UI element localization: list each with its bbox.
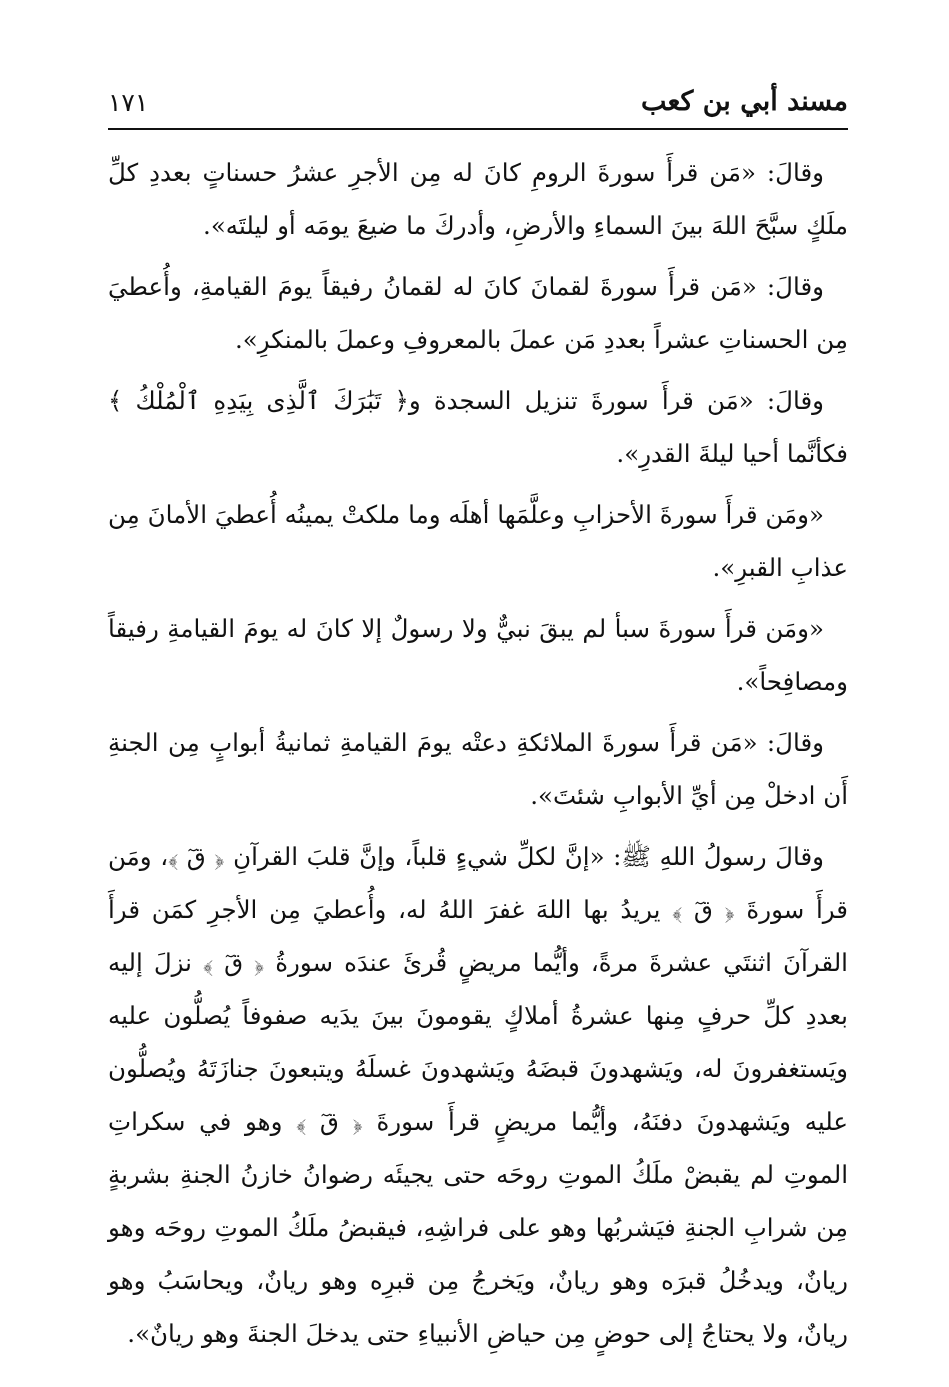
paragraph-text: وقالَ: «مَن قرأَ سورةَ الملائكةِ دعتْه يومَ القيامةِ ثمانيةُ أبوابٍ مِن الجنةِ أَن ادخلْ مِن أيِّ الأبوابِ شئتَ». <box>108 728 848 810</box>
body-text <box>108 146 848 1360</box>
paragraph-saba <box>108 602 848 708</box>
paragraph-sajda-mulk <box>108 374 848 480</box>
paragraph-luqman <box>108 260 848 366</box>
paragraph-text: وقالَ رسولُ اللهِ ﷺ: «إنَّ لكلِّ شيءٍ قلباً، وإنَّ قلبَ القرآنِ ﴿ قٓ ﴾، ومَن قرأَ سورةَ ﴿ قٓ ﴾ يريدُ بها اللهَ غفرَ اللهُ له، وأُعطيَ مِن الأجرِ كمَن قرأَ القرآنَ اثنتَي عشرةَ مرةً، وأيُّما مريضٍ قُرئَ عندَه سورةُ ﴿ قٓ ﴾ نزلَ إليه بعددِ كلِّ حرفٍ مِنها عشرةُ أملاكٍ يقومونَ بينَ يدَيه صفوفاً يُصلُّون عليه ويَستغفرونَ له، ويَشهدونَ قبضَهُ ويَشهدونَ غسلَهُ ويتبعونَ جنازَتَهُ ويُصلُّون عليه ويَشهدونَ دفنَهُ، وأيُّما مريضٍ قرأَ سورةَ ﴿ قٓ ﴾ وهو في سكراتِ الموتِ لم يقبضْ ملَكُ الموتِ روحَه حتى يجيئَه رضوانُ خازنُ الجنةِ بشربةٍ مِن شرابِ الجنةِ فيَشربُها وهو على فراشِهِ، فيقبضُ ملَكُ الموتِ روحَه وهو ريانٌ، ويدخُلُ قبرَه وهو ريانٌ، ويَخرجُ مِن قبرِه وهو ريانٌ، ويحاسَبُ وهو ريانٌ، ولا يحتاجُ إلى حوضٍ مِن حياضِ الأنبياءِ حتى يدخلَ الجنةَ وهو ريانٌ». <box>108 842 848 1348</box>
running-title: مسند أبي بن كعب <box>640 86 848 117</box>
paragraph-malaika <box>108 716 848 822</box>
page-number: ١٧١ <box>108 88 149 117</box>
paragraph-text: وقالَ: «مَن قرأَ سورةَ الرومِ كانَ له مِن الأجرِ عشرُ حسناتٍ بعددِ كلِّ ملَكٍ سبَّحَ اللهَ بينَ السماءِ والأرضِ، وأدركَ ما ضيعَ يومَه أو ليلتَه». <box>108 158 848 240</box>
paragraph-text: «ومَن قرأَ سورةَ الأحزابِ وعلَّمَها أهلَه وما ملكتْ يمينُه أُعطيَ الأمانَ مِن عذابِ القبرِ». <box>108 500 848 582</box>
paragraph-text: «ومَن قرأَ سورةَ سبأ لم يبقَ نبيٌّ ولا رسولٌ إلا كانَ له يومَ القيامةِ رفيقاً ومصافِحاً». <box>108 614 848 696</box>
paragraph-rum <box>108 146 848 252</box>
paragraph-ahzab <box>108 488 848 594</box>
paragraph-text: وقالَ: «مَن قرأَ سورةَ تنزيل السجدة و﴿ تَبَٰرَكَ ٱلَّذِى بِيَدِهِ ٱلْمُلْكُ ﴾ فكأنَّما أحيا ليلةَ القدرِ». <box>108 386 848 468</box>
page-header <box>108 82 848 126</box>
header-rule <box>108 128 848 130</box>
paragraph-qaf <box>108 830 848 1360</box>
paragraph-text: وقالَ: «مَن قرأَ سورةَ لقمانَ كانَ له لقمانُ رفيقاً يومَ القيامةِ، وأُعطيَ مِن الحسناتِ عشراً بعددِ مَن عملَ بالمعروفِ وعملَ بالمنكرِ». <box>108 272 848 354</box>
